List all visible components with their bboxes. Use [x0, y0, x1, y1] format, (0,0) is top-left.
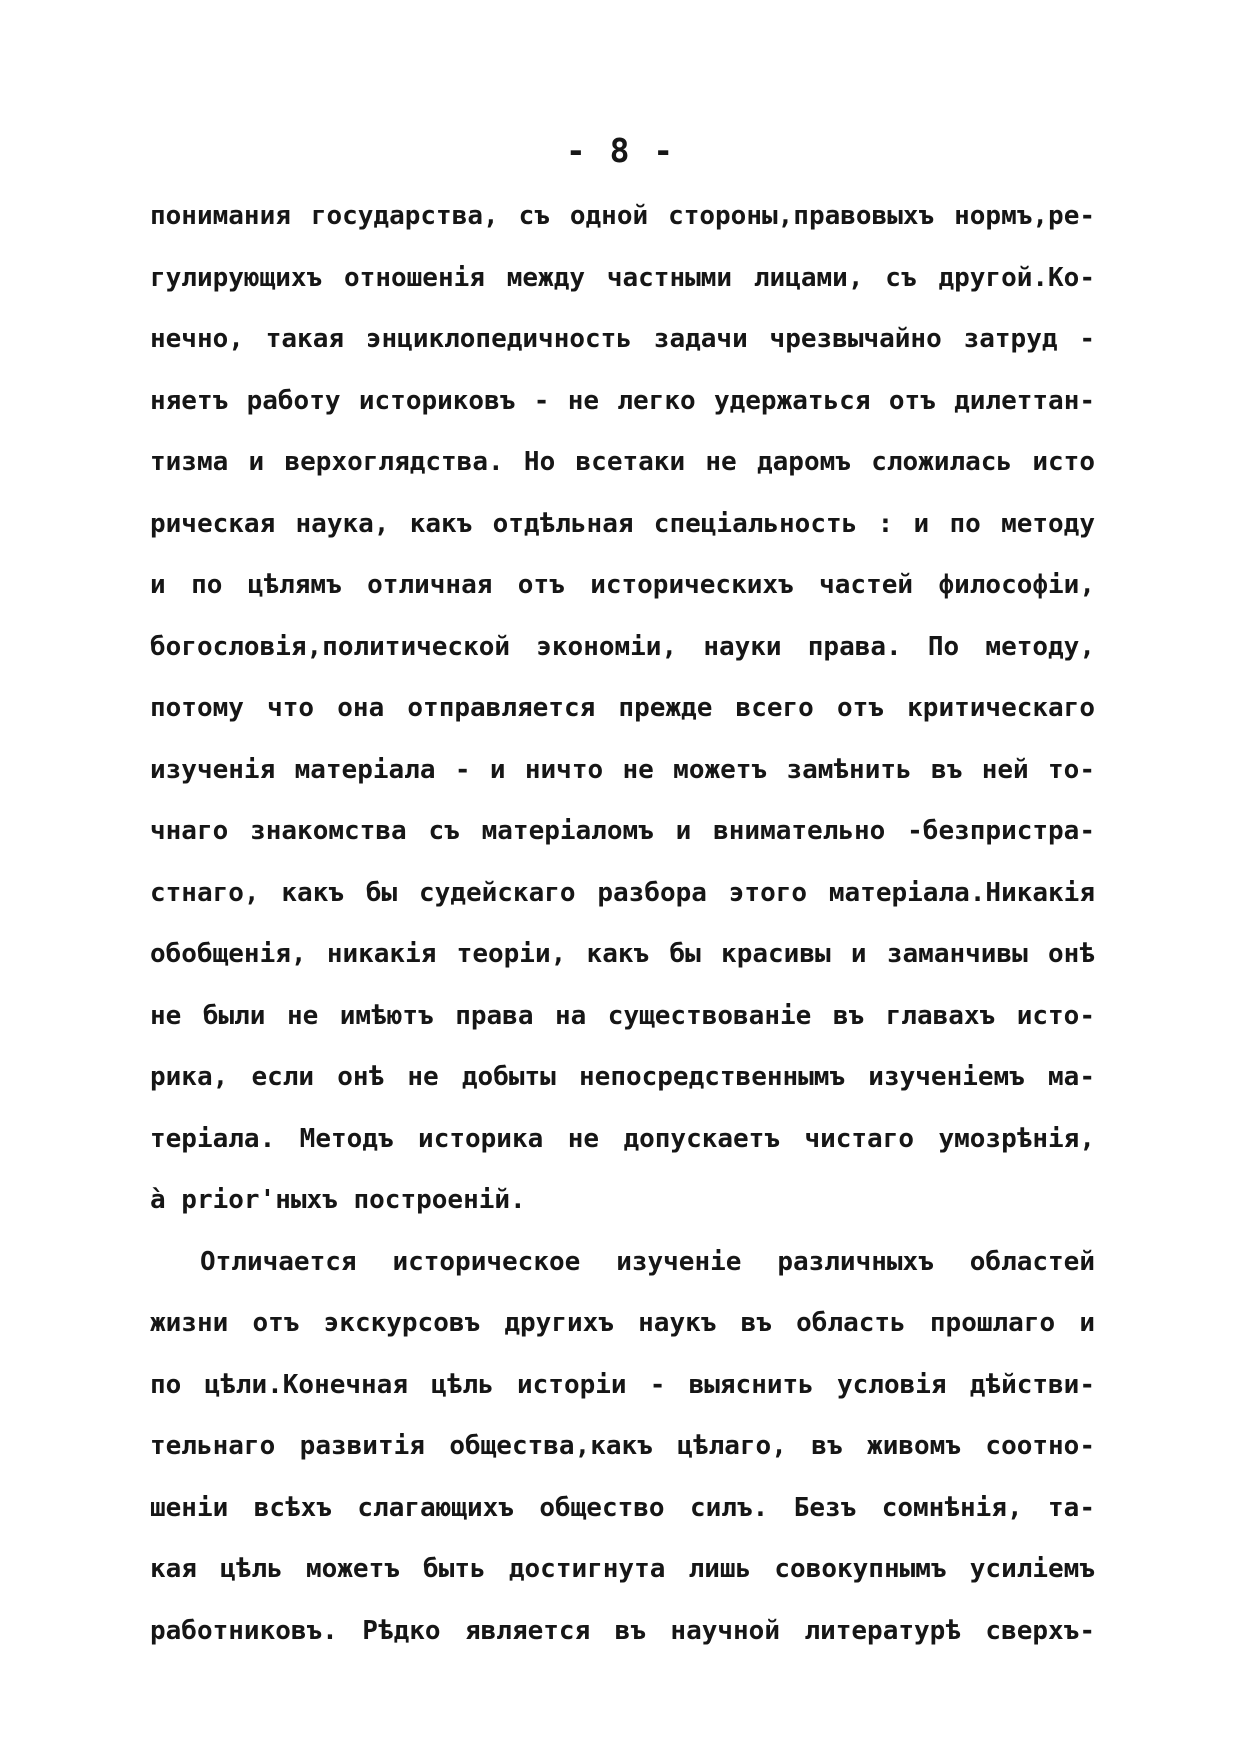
text-line: обобщенія, никакія теоріи, какъ бы красивы и заманчивы онѣ: [150, 939, 1095, 969]
text-line: кая цѣль можетъ быть достигнута лишь совокупнымъ усиліемъ: [150, 1554, 1095, 1584]
text-line: чнаго знакомства съ матеріаломъ и внимательно -безпристра-: [150, 816, 1095, 846]
text-line: à prior'ныхъ построеній.: [150, 1185, 526, 1215]
text-line: и по цѣлямъ отличная отъ историческихъ частей философіи,: [150, 570, 1095, 600]
text-line: не были не имѣютъ права на существованіе въ главахъ исто-: [150, 1000, 1095, 1031]
body-text: [150, 196, 1095, 1672]
text-line: тизма и верхоглядства. Но всетаки не даромъ сложилась исто: [150, 447, 1095, 477]
paragraph-1: [150, 196, 1095, 1242]
text-line: гулирующихъ отношенія между частными лицами, съ другой.Ко-: [150, 262, 1095, 293]
paragraph-2: [150, 1242, 1095, 1673]
text-line: Отличается историческое изученіе различныхъ областей: [200, 1246, 1095, 1277]
text-line: стнаго, какъ бы судейскаго разбора этого матеріала.Никакія: [150, 877, 1095, 908]
text-line: теріала. Методъ историка не допускаетъ чистаго умозрѣнія,: [150, 1123, 1095, 1154]
text-line: нечно, такая энциклопедичность задачи чрезвычайно затруд -: [150, 324, 1095, 354]
text-line: работниковъ. Рѣдко является въ научной литературѣ сверхъ-: [150, 1615, 1095, 1646]
text-line: по цѣли.Конечная цѣль исторіи - выяснить условія дѣйстви-: [150, 1369, 1095, 1400]
text-line: рика, если онѣ не добыты непосредственнымъ изученіемъ ма-: [150, 1062, 1095, 1092]
text-line: понимания государства, съ одной стороны,правовыхъ нормъ,ре-: [150, 201, 1095, 231]
text-line: тельнаго развитія общества,какъ цѣлаго, въ живомъ соотно-: [150, 1431, 1095, 1461]
text-line: потому что она отправляется прежде всего отъ критическаго: [150, 693, 1095, 723]
page-number: - 8 -: [565, 131, 676, 170]
text-line: богословія,политической экономіи, науки права. По методу,: [150, 631, 1095, 662]
text-line: шеніи всѣхъ слагающихъ общество силъ. Безъ сомнѣнія, та-: [150, 1492, 1095, 1523]
text-line: рическая наука, какъ отдѣльная спеціальность : и по методу: [150, 508, 1095, 539]
text-line: жизни отъ экскурсовъ другихъ наукъ въ область прошлаго и: [150, 1308, 1095, 1338]
text-line: изученія матеріала - и ничто не можетъ замѣнить въ ней то-: [150, 754, 1095, 785]
text-line: няетъ работу историковъ - не легко удержаться отъ дилеттан-: [150, 385, 1095, 416]
